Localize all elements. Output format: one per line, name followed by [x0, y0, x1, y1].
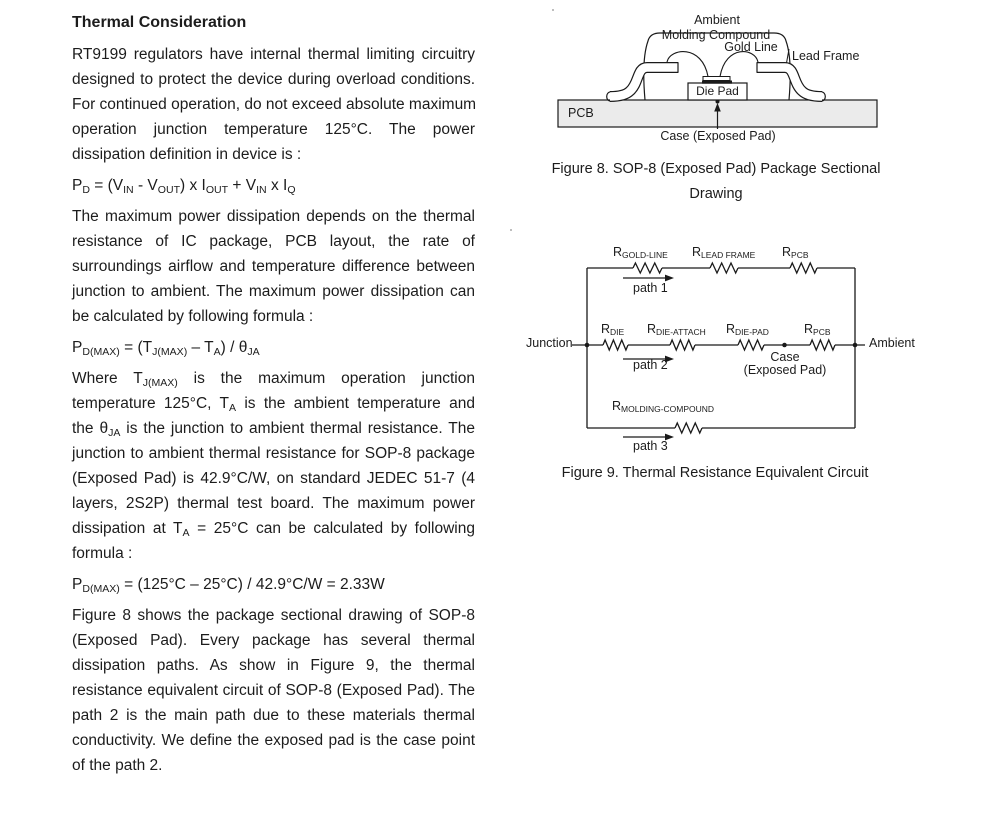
fig9-resistor-label-lead-frame: $R_{LEAD FRAME}$ — [692, 245, 756, 261]
text-line: junction to ambient thermal resistance for SOP-8 package — [72, 445, 475, 462]
case-dot — [716, 100, 720, 104]
resistor-gold-line — [633, 263, 662, 273]
fig9-resistor-label-die: $R_{DIE}$ — [601, 322, 625, 338]
formula: $P_{D(MAX)} = (125^\circ C - 25^\circ C) / 42.9^\circ C/W = 2.33W$ — [72, 576, 385, 595]
fig9-path2-label: path 2 — [633, 358, 668, 372]
text-line: temperature 125°C, $T_A$ is the ambient temperature and — [72, 395, 475, 414]
text-line: formula : — [72, 545, 133, 562]
text-line: The maximum power dissipation depends on the thermal — [72, 208, 475, 225]
fig8-label-ambient: Ambient — [694, 13, 740, 27]
section-heading: Thermal Consideration — [72, 14, 247, 31]
text-line: of the path 2. — [72, 757, 163, 774]
fig9-resistor-label-gold-line: $R_{GOLD-LINE}$ — [613, 245, 668, 261]
lead-frame-leader-line — [787, 49, 790, 63]
die-rect — [703, 77, 730, 81]
fig9-resistor-label-die-attach: $R_{DIE-ATTACH}$ — [647, 322, 706, 338]
section-body — [72, 42, 475, 778]
fig9-case-node-line1: Case — [770, 350, 800, 364]
text-line: dissipation paths. As show in Figure 9, the thermal — [72, 657, 475, 674]
figure8-caption — [496, 157, 936, 207]
junction-node-dot — [585, 343, 590, 348]
text-line: (Exposed Pad). Every package has several thermal — [72, 632, 475, 649]
scan-speck — [552, 9, 554, 11]
text-line: RT9199 regulators have internal thermal limiting circuitry — [72, 46, 475, 63]
text-line: resistance equivalent circuit of SOP-8 (Exposed Pad). The — [72, 682, 475, 699]
paragraph — [72, 366, 475, 566]
text-line: surroundings airflow and temperature difference between — [72, 258, 475, 275]
bond-wire-right — [720, 52, 758, 77]
case-node-dot — [782, 343, 787, 348]
resistor-die-pad — [738, 340, 764, 350]
text-line: (Exposed Pad) is 42.9°C/W, on standard JEDEC 51-7 (4 — [72, 470, 475, 487]
text-line: designed to protect the device during overload conditions. — [72, 71, 475, 88]
fig9-node-ambient: Ambient — [869, 336, 915, 350]
scan-speck — [510, 229, 512, 231]
resistor-pcb-top — [790, 263, 817, 273]
text-line: resistance of IC package, PCB layout, the rate of — [72, 233, 475, 250]
figure9-circuit — [525, 235, 975, 465]
text-line: Where $T_{J(MAX)}$ is the maximum operation junction — [72, 370, 475, 389]
resistor-die — [603, 340, 628, 350]
fig8-label-lead-frame: Lead Frame — [792, 49, 860, 63]
resistor-lead-frame — [710, 263, 738, 273]
resistor-die-attach — [670, 340, 695, 350]
text-line: be calculated by following formula : — [72, 308, 314, 325]
fig8-label-case-exposed-pad: Case (Exposed Pad) — [660, 129, 776, 143]
fig9-resistor-label-pcb-top: $R_{PCB}$ — [782, 245, 809, 261]
text-line: junction to ambient. The maximum power dissipation can — [72, 283, 475, 300]
text-line: For continued operation, do not exceed absolute maximum — [72, 96, 477, 113]
thermal-consideration-section — [72, 10, 475, 784]
fig8-label-molding-compound: Molding Compound — [661, 28, 771, 42]
fig9-resistor-label-pcb-mid: $R_{PCB}$ — [804, 322, 831, 338]
figure9-linework — [525, 235, 975, 465]
text-line: dissipation at $T_A = 25^\circ C$ can be calculated by following — [72, 520, 475, 539]
text-line: Figure 8 shows the package sectional drawing of SOP-8 — [72, 607, 475, 624]
text-line: operation junction temperature 125°C. The power — [72, 121, 475, 138]
resistor-pcb-mid — [810, 340, 835, 350]
paragraph — [72, 603, 475, 778]
text-line: dissipation definition in device is : — [72, 146, 302, 163]
fig9-case-node-label — [744, 351, 827, 376]
formula: $P_{D(MAX)} = (T_{J(MAX)} - T_A) / \theta_{JA}$ — [72, 339, 260, 358]
text-line: conductivity. We define the exposed pad is the case point — [72, 732, 475, 749]
fig8-label-die-pad: Die Pad — [696, 84, 739, 98]
fig9-resistor-label-molding-compound: $R_{MOLDING-COMPOUND}$ — [612, 399, 715, 415]
paragraph — [72, 204, 475, 329]
figure8-caption-line1: Figure 8. SOP-8 (Exposed Pad) Package Sectional — [551, 161, 881, 177]
fig8-label-gold-line: Gold Line — [724, 40, 778, 54]
text-line: layers, 2S2P) thermal test board. The maximum power — [72, 495, 475, 512]
fig9-case-node-line2: (Exposed Pad) — [743, 362, 827, 377]
resistor-molding-compound — [675, 423, 702, 433]
fig8-label-pcb: PCB — [568, 106, 594, 120]
text-line: the $\theta_{JA}$ is the junction to ambient thermal resistance. The — [72, 420, 476, 439]
paragraph — [72, 42, 475, 167]
fig9-path1-label: path 1 — [633, 281, 668, 295]
figure8-caption-line2: Drawing — [689, 186, 743, 202]
formula: $P_D = (V_{IN} - V_{OUT})$ x $I_{OUT} + V_{IN}$ x $I_Q$ — [72, 177, 296, 196]
ambient-node-dot — [853, 343, 858, 348]
fig9-node-junction: Junction — [526, 336, 573, 350]
text-line: path 2 is the main path due to these materials thermal — [72, 707, 475, 724]
fig9-resistor-label-die-pad: $R_{DIE-PAD}$ — [726, 322, 769, 338]
figure9-caption: Figure 9. Thermal Resistance Equivalent Circuit — [561, 465, 869, 481]
fig9-path3-label: path 3 — [633, 439, 668, 453]
figure8-drawing — [531, 5, 976, 155]
